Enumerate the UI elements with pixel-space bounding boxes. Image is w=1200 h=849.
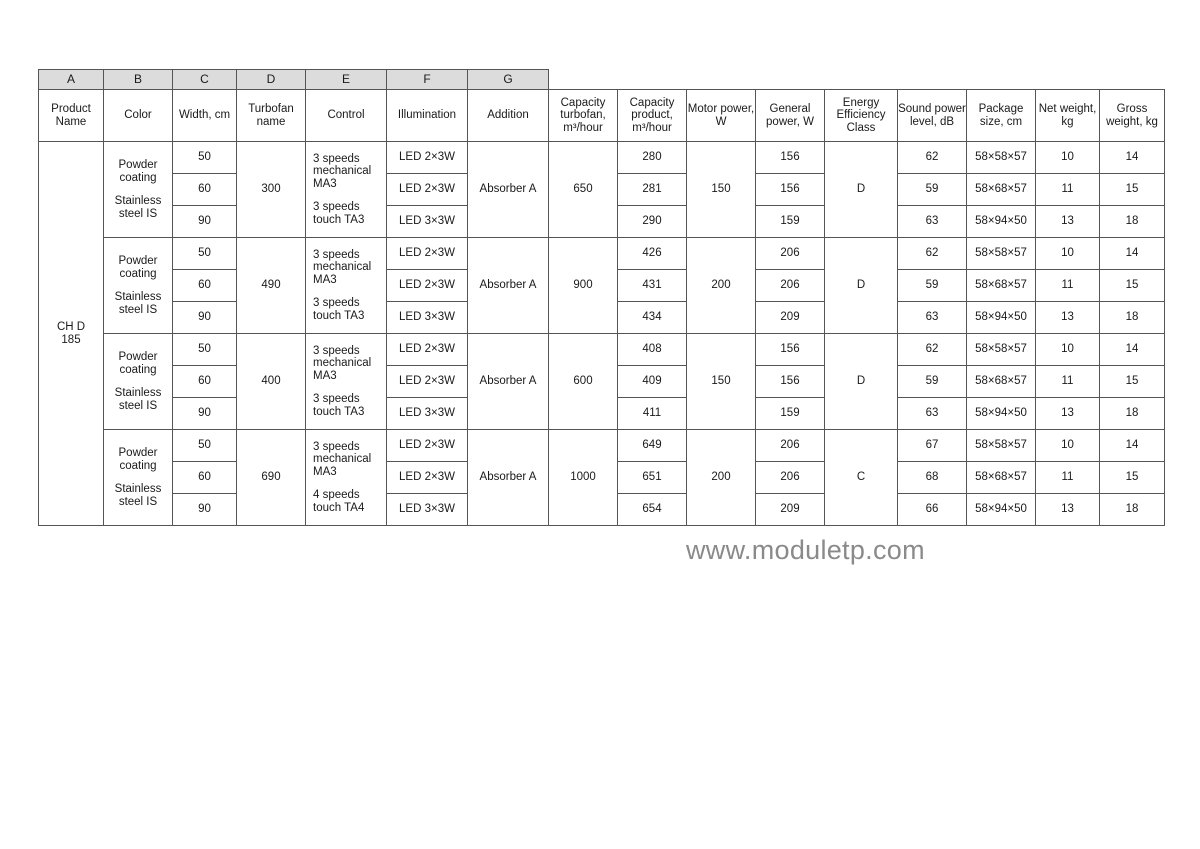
package-size-cell: 58×58×57 (967, 142, 1036, 174)
illumination-cell: LED 2×3W (387, 174, 468, 206)
spacer (313, 190, 386, 201)
package-size-cell: 58×58×57 (967, 430, 1036, 462)
column-header: Energy Efficiency Class (825, 90, 898, 142)
package-size-cell: 58×68×57 (967, 174, 1036, 206)
control-cell (306, 238, 387, 334)
package-size-cell: 58×68×57 (967, 270, 1036, 302)
illumination-cell: LED 2×3W (387, 238, 468, 270)
general-power-cell: 209 (756, 494, 825, 526)
column-header: Illumination (387, 90, 468, 142)
color-option: Stainless steel IS (114, 483, 162, 508)
gross-weight-cell: 15 (1100, 366, 1165, 398)
illumination-cell: LED 2×3W (387, 142, 468, 174)
column-letter: D (237, 70, 306, 90)
column-header: Capacity product, m³/hour (618, 90, 687, 142)
capacity-turbofan-cell: 600 (549, 334, 618, 430)
energy-class-cell: D (825, 334, 898, 430)
net-weight-cell: 11 (1036, 462, 1100, 494)
addition-cell: Absorber A (468, 238, 549, 334)
energy-class-cell: D (825, 238, 898, 334)
control-option: 3 speeds touch TA3 (313, 201, 365, 226)
blank-cell (1100, 70, 1165, 90)
capacity-product-cell: 408 (618, 334, 687, 366)
capacity-product-cell: 431 (618, 270, 687, 302)
gross-weight-cell: 15 (1100, 270, 1165, 302)
package-size-cell: 58×94×50 (967, 302, 1036, 334)
capacity-product-cell: 651 (618, 462, 687, 494)
color-option: Powder coating (118, 159, 158, 184)
gross-weight-cell: 15 (1100, 174, 1165, 206)
illumination-cell: LED 2×3W (387, 270, 468, 302)
color-cell (104, 334, 173, 430)
net-weight-cell: 13 (1036, 398, 1100, 430)
gross-weight-cell: 18 (1100, 302, 1165, 334)
net-weight-cell: 10 (1036, 430, 1100, 462)
width-cell: 90 (173, 206, 237, 238)
column-letter-row (39, 70, 1165, 90)
net-weight-cell: 10 (1036, 142, 1100, 174)
sound-level-cell: 59 (898, 174, 967, 206)
column-letter: C (173, 70, 237, 90)
turbofan-cell: 690 (237, 430, 306, 526)
width-cell: 90 (173, 494, 237, 526)
package-size-cell: 58×68×57 (967, 462, 1036, 494)
addition-cell: Absorber A (468, 430, 549, 526)
addition-cell: Absorber A (468, 334, 549, 430)
illumination-cell: LED 3×3W (387, 398, 468, 430)
spacer (104, 472, 172, 483)
package-size-cell: 58×94×50 (967, 206, 1036, 238)
capacity-turbofan-cell: 650 (549, 142, 618, 238)
control-option: 3 speeds mechanical MA3 (313, 344, 372, 382)
width-cell: 60 (173, 366, 237, 398)
illumination-cell: LED 3×3W (387, 302, 468, 334)
sound-level-cell: 63 (898, 302, 967, 334)
energy-class-cell: D (825, 142, 898, 238)
spacer (104, 184, 172, 195)
blank-cell (687, 70, 756, 90)
package-size-cell: 58×68×57 (967, 366, 1036, 398)
general-power-cell: 156 (756, 366, 825, 398)
width-cell: 50 (173, 334, 237, 366)
width-cell: 50 (173, 238, 237, 270)
net-weight-cell: 10 (1036, 238, 1100, 270)
illumination-cell: LED 3×3W (387, 206, 468, 238)
illumination-cell: LED 2×3W (387, 334, 468, 366)
general-power-cell: 206 (756, 430, 825, 462)
general-power-cell: 156 (756, 174, 825, 206)
blank-cell (618, 70, 687, 90)
turbofan-cell: 300 (237, 142, 306, 238)
column-letter: E (306, 70, 387, 90)
general-power-cell: 159 (756, 206, 825, 238)
capacity-turbofan-cell: 900 (549, 238, 618, 334)
width-cell: 60 (173, 270, 237, 302)
blank-cell (825, 70, 898, 90)
net-weight-cell: 13 (1036, 494, 1100, 526)
sound-level-cell: 59 (898, 270, 967, 302)
control-cell (306, 142, 387, 238)
blank-cell (898, 70, 967, 90)
sound-level-cell: 68 (898, 462, 967, 494)
control-cell (306, 334, 387, 430)
gross-weight-cell: 14 (1100, 334, 1165, 366)
column-header: Color (104, 90, 173, 142)
width-cell: 60 (173, 174, 237, 206)
sound-level-cell: 62 (898, 142, 967, 174)
illumination-cell: LED 3×3W (387, 494, 468, 526)
table-row (39, 238, 1165, 270)
sound-level-cell: 59 (898, 366, 967, 398)
column-header: Capacity turbofan, m³/hour (549, 90, 618, 142)
package-size-cell: 58×94×50 (967, 494, 1036, 526)
gross-weight-cell: 15 (1100, 462, 1165, 494)
net-weight-cell: 11 (1036, 174, 1100, 206)
general-power-cell: 206 (756, 270, 825, 302)
motor-power-cell: 150 (687, 334, 756, 430)
capacity-product-cell: 426 (618, 238, 687, 270)
gross-weight-cell: 18 (1100, 398, 1165, 430)
blank-cell (756, 70, 825, 90)
general-power-cell: 206 (756, 238, 825, 270)
capacity-product-cell: 280 (618, 142, 687, 174)
color-cell (104, 142, 173, 238)
width-cell: 90 (173, 398, 237, 430)
color-option: Stainless steel IS (114, 291, 162, 316)
control-option: 3 speeds touch TA3 (313, 393, 365, 418)
general-power-cell: 206 (756, 462, 825, 494)
spacer (313, 382, 386, 393)
column-header: Net weight, kg (1036, 90, 1100, 142)
capacity-product-cell: 290 (618, 206, 687, 238)
column-header: Motor power, W (687, 90, 756, 142)
sound-level-cell: 63 (898, 206, 967, 238)
illumination-cell: LED 2×3W (387, 366, 468, 398)
color-option: Powder coating (118, 351, 158, 376)
header-row (39, 90, 1165, 142)
illumination-cell: LED 2×3W (387, 462, 468, 494)
sound-level-cell: 66 (898, 494, 967, 526)
color-option: Stainless steel IS (114, 195, 162, 220)
column-header: Addition (468, 90, 549, 142)
net-weight-cell: 13 (1036, 206, 1100, 238)
capacity-product-cell: 654 (618, 494, 687, 526)
sound-level-cell: 62 (898, 334, 967, 366)
column-header: Gross weight, kg (1100, 90, 1165, 142)
illumination-cell: LED 2×3W (387, 430, 468, 462)
gross-weight-cell: 18 (1100, 494, 1165, 526)
sound-level-cell: 67 (898, 430, 967, 462)
general-power-cell: 209 (756, 302, 825, 334)
capacity-product-cell: 434 (618, 302, 687, 334)
spacer (313, 478, 386, 489)
control-option: 3 speeds mechanical MA3 (313, 152, 372, 190)
width-cell: 50 (173, 430, 237, 462)
spacer (104, 376, 172, 387)
net-weight-cell: 10 (1036, 334, 1100, 366)
website-url[interactable]: www.moduletp.com (686, 535, 925, 565)
general-power-cell: 156 (756, 142, 825, 174)
column-letter: F (387, 70, 468, 90)
turbofan-cell: 400 (237, 334, 306, 430)
gross-weight-cell: 14 (1100, 238, 1165, 270)
control-option: 3 speeds mechanical MA3 (313, 440, 372, 478)
color-cell (104, 238, 173, 334)
motor-power-cell: 200 (687, 238, 756, 334)
capacity-product-cell: 409 (618, 366, 687, 398)
general-power-cell: 156 (756, 334, 825, 366)
general-power-cell: 159 (756, 398, 825, 430)
capacity-product-cell: 649 (618, 430, 687, 462)
column-header: General power, W (756, 90, 825, 142)
motor-power-cell: 150 (687, 142, 756, 238)
control-cell (306, 430, 387, 526)
gross-weight-cell: 14 (1100, 430, 1165, 462)
motor-power-cell: 200 (687, 430, 756, 526)
column-header: Sound power level, dB (898, 90, 967, 142)
blank-cell (549, 70, 618, 90)
column-letter: A (39, 70, 104, 90)
gross-weight-cell: 18 (1100, 206, 1165, 238)
spec-table (38, 69, 1165, 526)
package-size-cell: 58×94×50 (967, 398, 1036, 430)
column-header: Control (306, 90, 387, 142)
column-header: Package size, cm (967, 90, 1036, 142)
net-weight-cell: 11 (1036, 366, 1100, 398)
sound-level-cell: 62 (898, 238, 967, 270)
blank-cell (967, 70, 1036, 90)
control-option: 3 speeds touch TA3 (313, 297, 365, 322)
turbofan-cell: 490 (237, 238, 306, 334)
column-letter: B (104, 70, 173, 90)
package-size-cell: 58×58×57 (967, 238, 1036, 270)
net-weight-cell: 13 (1036, 302, 1100, 334)
capacity-product-cell: 411 (618, 398, 687, 430)
product-name-cell (39, 142, 104, 526)
color-cell (104, 430, 173, 526)
capacity-product-cell: 281 (618, 174, 687, 206)
color-option: Powder coating (118, 447, 158, 472)
color-option: Stainless steel IS (114, 387, 162, 412)
column-header: Product Name (39, 90, 104, 142)
table-row (39, 430, 1165, 462)
width-cell: 50 (173, 142, 237, 174)
width-cell: 60 (173, 462, 237, 494)
product-name: CH D 185 (56, 321, 86, 346)
control-option: 4 speeds touch TA4 (313, 489, 365, 514)
color-option: Powder coating (118, 255, 158, 280)
column-letter: G (468, 70, 549, 90)
spacer (313, 286, 386, 297)
capacity-turbofan-cell: 1000 (549, 430, 618, 526)
table-row (39, 142, 1165, 174)
net-weight-cell: 11 (1036, 270, 1100, 302)
sound-level-cell: 63 (898, 398, 967, 430)
package-size-cell: 58×58×57 (967, 334, 1036, 366)
column-header: Width, cm (173, 90, 237, 142)
spacer (104, 280, 172, 291)
blank-cell (1036, 70, 1100, 90)
energy-class-cell: C (825, 430, 898, 526)
control-option: 3 speeds mechanical MA3 (313, 248, 372, 286)
column-header: Turbofan name (237, 90, 306, 142)
table-row (39, 334, 1165, 366)
width-cell: 90 (173, 302, 237, 334)
gross-weight-cell: 14 (1100, 142, 1165, 174)
addition-cell: Absorber A (468, 142, 549, 238)
